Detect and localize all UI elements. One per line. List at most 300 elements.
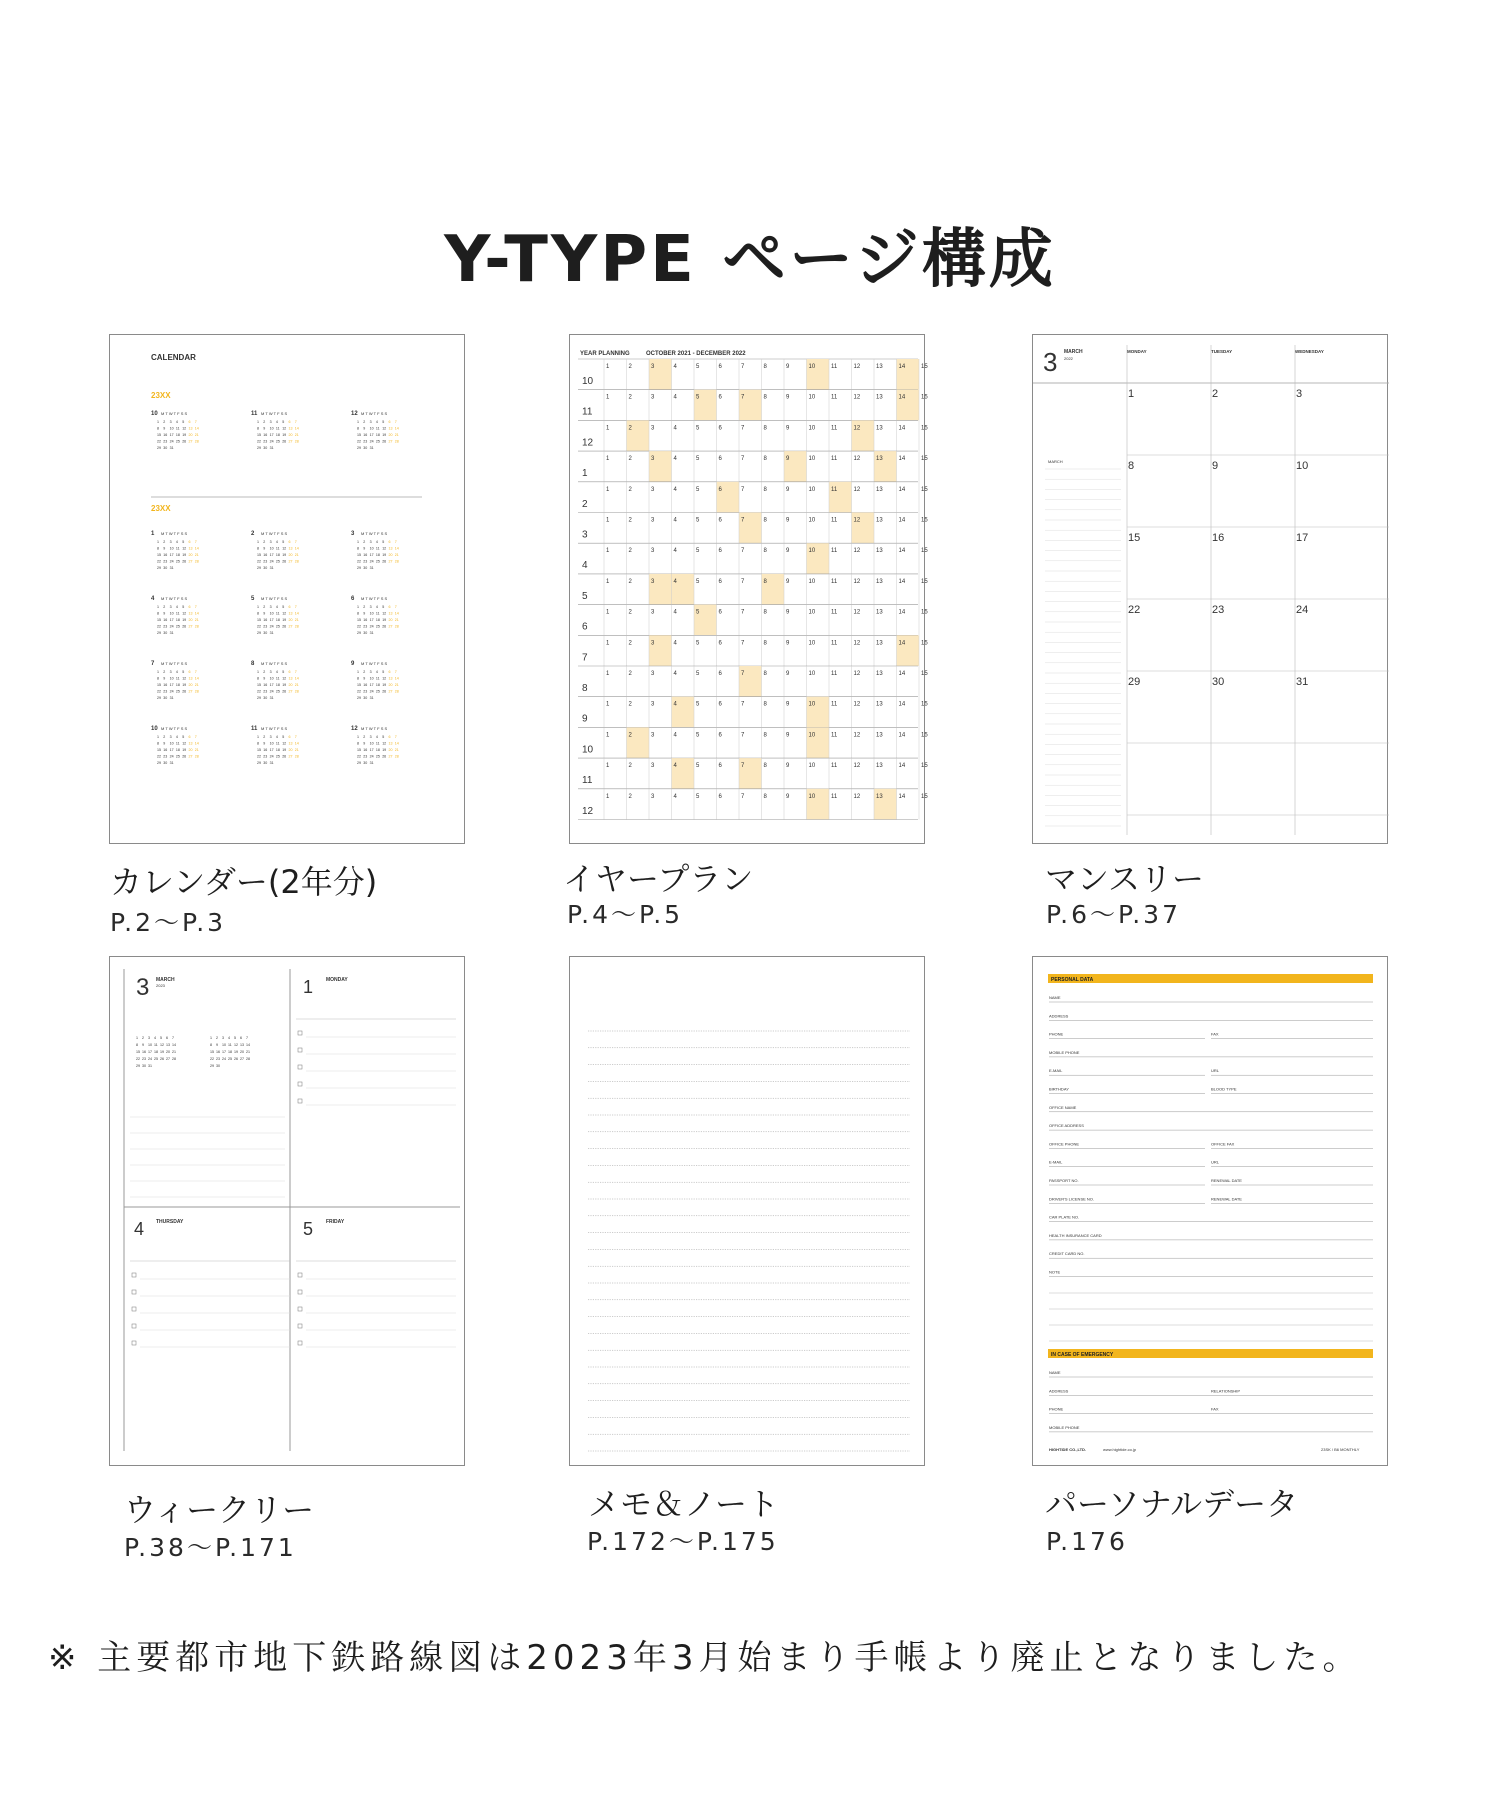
svg-text:25: 25 (375, 624, 380, 629)
svg-text:10: 10 (369, 426, 374, 431)
svg-text:8: 8 (257, 611, 259, 616)
svg-text:3: 3 (651, 763, 655, 770)
svg-text:11: 11 (275, 741, 280, 746)
svg-text:12: 12 (853, 609, 861, 616)
svg-text:30: 30 (216, 1064, 220, 1068)
year-plan-month: 10 (582, 376, 594, 387)
svg-text:22: 22 (157, 689, 161, 694)
svg-text:20: 20 (288, 433, 293, 437)
personal-field-label: E-MAIL (1049, 1159, 1063, 1165)
svg-text:7: 7 (294, 670, 297, 674)
mini-month (351, 531, 399, 570)
svg-text:15: 15 (257, 433, 261, 437)
svg-text:5: 5 (282, 540, 285, 544)
svg-text:8: 8 (357, 676, 359, 681)
svg-text:14: 14 (172, 1043, 176, 1047)
svg-text:15: 15 (257, 683, 261, 687)
svg-text:8: 8 (763, 609, 767, 616)
personal-field-label: MOBILE PHONE (1049, 1049, 1080, 1055)
svg-text:28: 28 (294, 439, 299, 444)
svg-text:27: 27 (240, 1057, 244, 1061)
svg-text:14: 14 (394, 611, 399, 616)
emergency-field-label: PHONE (1049, 1406, 1064, 1412)
svg-text:23: 23 (163, 439, 168, 444)
svg-text:31: 31 (369, 761, 374, 765)
svg-text:12: 12 (160, 1043, 164, 1047)
svg-text:5: 5 (182, 420, 185, 424)
svg-text:10: 10 (808, 609, 816, 616)
svg-text:4: 4 (673, 486, 677, 493)
monthly-month-number: 3 (1043, 347, 1058, 377)
year-plan-month: 12 (582, 437, 594, 449)
svg-text:6: 6 (388, 605, 391, 609)
svg-text:3: 3 (169, 540, 172, 544)
svg-text:11: 11 (251, 726, 258, 732)
svg-text:7: 7 (394, 605, 397, 609)
year-plan-month: 12 (582, 805, 594, 817)
monthly-date: 10 (1296, 460, 1309, 472)
svg-text:4: 4 (375, 540, 378, 544)
svg-text:4: 4 (175, 420, 178, 424)
svg-text:M T W T F S S: M T W T F S S (361, 411, 388, 416)
svg-text:14: 14 (246, 1043, 250, 1047)
svg-text:5: 5 (382, 605, 385, 609)
svg-text:1: 1 (606, 671, 610, 677)
svg-text:24: 24 (269, 689, 274, 694)
svg-text:12: 12 (382, 741, 387, 746)
svg-text:5: 5 (696, 394, 700, 401)
svg-text:20: 20 (388, 683, 393, 687)
svg-text:17: 17 (169, 748, 174, 752)
svg-text:5: 5 (696, 793, 700, 800)
svg-text:23: 23 (363, 439, 368, 444)
svg-text:15: 15 (921, 701, 928, 708)
svg-text:8: 8 (157, 611, 159, 616)
svg-text:7: 7 (246, 1036, 248, 1040)
personal-footer-company: HIGHTIDE CO.,LTD. (1049, 1447, 1087, 1452)
svg-text:6: 6 (718, 394, 722, 401)
svg-text:12: 12 (282, 611, 287, 616)
svg-text:26: 26 (382, 439, 387, 444)
svg-text:29: 29 (357, 761, 361, 765)
mini-month (251, 726, 299, 765)
svg-text:13: 13 (388, 611, 393, 616)
svg-text:3: 3 (651, 548, 655, 555)
calendar-page-preview (109, 334, 465, 844)
svg-text:14: 14 (898, 425, 906, 432)
svg-text:9: 9 (786, 793, 790, 800)
svg-text:30: 30 (163, 446, 168, 450)
svg-text:11: 11 (831, 609, 838, 616)
svg-text:9: 9 (263, 676, 266, 681)
svg-text:10: 10 (808, 364, 816, 370)
svg-text:9: 9 (786, 578, 790, 585)
svg-text:12: 12 (182, 426, 187, 431)
svg-text:13: 13 (288, 611, 293, 616)
svg-text:12: 12 (853, 425, 861, 432)
svg-text:10: 10 (808, 394, 816, 401)
svg-text:12: 12 (853, 548, 861, 555)
svg-text:20: 20 (388, 748, 393, 752)
svg-text:21: 21 (394, 553, 399, 557)
svg-text:8: 8 (157, 426, 159, 431)
svg-text:14: 14 (898, 701, 906, 708)
svg-text:3: 3 (651, 640, 655, 647)
svg-text:23: 23 (363, 559, 368, 564)
svg-text:3: 3 (651, 732, 655, 739)
svg-text:1: 1 (257, 735, 259, 739)
svg-text:11: 11 (831, 517, 838, 524)
svg-text:9: 9 (363, 426, 366, 431)
weekly-year: 2023 (156, 983, 165, 988)
svg-text:10: 10 (808, 701, 816, 708)
svg-text:28: 28 (294, 754, 299, 759)
svg-text:25: 25 (175, 754, 180, 759)
svg-text:15: 15 (921, 732, 928, 739)
svg-text:10: 10 (269, 611, 274, 616)
svg-text:27: 27 (288, 439, 293, 444)
emergency-field-label-right: RELATIONSHIP (1211, 1388, 1241, 1394)
svg-text:6: 6 (718, 609, 722, 616)
svg-text:4: 4 (175, 540, 178, 544)
year-plan-month: 6 (582, 621, 588, 633)
svg-text:9: 9 (786, 456, 790, 463)
emergency-field-label: NAME (1049, 1370, 1061, 1375)
svg-text:19: 19 (282, 553, 287, 557)
svg-text:M T W T F S S: M T W T F S S (161, 661, 188, 666)
svg-text:27: 27 (188, 624, 193, 629)
svg-text:5: 5 (696, 640, 700, 647)
svg-text:10: 10 (808, 578, 816, 585)
svg-text:31: 31 (269, 696, 274, 700)
svg-text:20: 20 (188, 618, 193, 622)
svg-text:13: 13 (876, 671, 883, 677)
svg-text:22: 22 (257, 439, 261, 444)
svg-text:29: 29 (357, 446, 361, 450)
svg-text:23: 23 (163, 689, 168, 694)
calendar-heading: CALENDAR (151, 353, 196, 362)
svg-text:14: 14 (898, 578, 906, 585)
svg-text:28: 28 (294, 559, 299, 564)
svg-text:25: 25 (375, 754, 380, 759)
svg-text:26: 26 (234, 1057, 238, 1061)
svg-text:9: 9 (786, 486, 790, 493)
svg-text:26: 26 (382, 754, 387, 759)
svg-text:M T W T F S S: M T W T F S S (361, 726, 388, 731)
svg-text:28: 28 (194, 754, 199, 759)
svg-text:7: 7 (741, 486, 745, 493)
svg-text:27: 27 (288, 624, 293, 629)
svg-text:18: 18 (228, 1050, 232, 1054)
svg-text:2: 2 (251, 531, 255, 537)
svg-text:2: 2 (628, 548, 632, 555)
monthly-date: 16 (1212, 532, 1225, 544)
svg-text:5: 5 (234, 1036, 236, 1040)
svg-text:7: 7 (194, 420, 197, 424)
svg-text:14: 14 (898, 793, 906, 800)
svg-text:24: 24 (169, 689, 174, 694)
svg-text:11: 11 (154, 1043, 158, 1047)
svg-text:15: 15 (921, 394, 928, 401)
svg-text:21: 21 (294, 433, 299, 437)
svg-text:20: 20 (288, 618, 293, 622)
svg-text:24: 24 (169, 754, 174, 759)
svg-text:5: 5 (696, 364, 700, 370)
svg-text:3: 3 (651, 394, 655, 401)
svg-text:5: 5 (382, 670, 385, 674)
svg-text:29: 29 (157, 761, 161, 765)
svg-text:4: 4 (673, 763, 677, 770)
svg-text:11: 11 (831, 486, 838, 493)
svg-text:31: 31 (148, 1064, 152, 1068)
svg-text:29: 29 (257, 696, 261, 700)
svg-text:6: 6 (288, 735, 291, 739)
svg-text:21: 21 (194, 683, 199, 687)
svg-text:8: 8 (357, 611, 359, 616)
svg-text:11: 11 (275, 546, 280, 551)
svg-text:6: 6 (188, 605, 191, 609)
svg-text:19: 19 (382, 748, 387, 752)
section-label-year-plan: イヤープラン (563, 860, 754, 898)
section-pages-memo: P.172～P.175 (587, 1527, 779, 1556)
svg-text:13: 13 (388, 426, 393, 431)
svg-text:8: 8 (257, 426, 259, 431)
svg-text:21: 21 (172, 1050, 176, 1054)
svg-text:8: 8 (763, 701, 767, 708)
svg-text:14: 14 (294, 741, 299, 746)
svg-text:3: 3 (369, 670, 372, 674)
year-plan-month: 11 (582, 775, 593, 787)
svg-text:19: 19 (182, 433, 187, 437)
svg-text:19: 19 (234, 1050, 238, 1054)
svg-text:30: 30 (263, 631, 268, 635)
svg-text:28: 28 (194, 559, 199, 564)
monthly-date: 30 (1212, 676, 1225, 688)
year-plan-month: 4 (582, 560, 588, 572)
svg-text:9: 9 (363, 611, 366, 616)
svg-text:10: 10 (148, 1043, 152, 1047)
svg-text:13: 13 (876, 640, 883, 647)
mini-month (251, 661, 299, 700)
svg-text:13: 13 (876, 578, 883, 585)
weekly-day-1-name: MONDAY (326, 977, 348, 983)
svg-text:7: 7 (394, 420, 397, 424)
svg-text:15: 15 (357, 433, 361, 437)
year-plan-month: 8 (582, 683, 588, 694)
svg-text:9: 9 (142, 1043, 144, 1047)
svg-text:25: 25 (375, 559, 380, 564)
monthly-day-header: WEDNESDAY (1295, 349, 1324, 354)
svg-text:4: 4 (673, 394, 677, 401)
svg-text:9: 9 (786, 609, 790, 616)
section-pages-personal: P.176 (1046, 1527, 1128, 1556)
svg-text:29: 29 (357, 631, 361, 635)
svg-text:25: 25 (275, 439, 280, 444)
svg-text:15: 15 (257, 553, 261, 557)
svg-text:28: 28 (194, 624, 199, 629)
svg-text:13: 13 (876, 548, 883, 555)
emergency-field-label: MOBILE PHONE (1049, 1424, 1080, 1430)
svg-text:12: 12 (182, 546, 187, 551)
mini-month (151, 411, 199, 450)
svg-text:11: 11 (175, 741, 180, 746)
svg-text:23: 23 (363, 689, 368, 694)
svg-text:17: 17 (369, 618, 374, 622)
svg-text:2: 2 (628, 578, 632, 585)
monthly-date: 15 (1128, 532, 1141, 544)
svg-text:31: 31 (269, 566, 274, 570)
svg-text:13: 13 (876, 394, 883, 401)
svg-text:3: 3 (169, 735, 172, 739)
svg-text:6: 6 (388, 735, 391, 739)
svg-text:14: 14 (194, 676, 199, 681)
svg-text:4: 4 (673, 548, 677, 555)
svg-text:10: 10 (808, 640, 816, 647)
svg-text:4: 4 (154, 1036, 156, 1040)
svg-text:14: 14 (898, 732, 906, 739)
svg-text:12: 12 (853, 456, 861, 463)
svg-text:16: 16 (216, 1050, 220, 1054)
svg-text:1: 1 (606, 763, 610, 770)
monthly-date: 24 (1296, 604, 1309, 616)
svg-text:4: 4 (673, 364, 677, 370)
svg-text:3: 3 (651, 517, 655, 524)
svg-text:4: 4 (275, 605, 278, 609)
svg-text:7: 7 (394, 670, 397, 674)
personal-field-label: OFFICE ADDRESS (1049, 1123, 1084, 1129)
svg-text:16: 16 (263, 748, 268, 752)
svg-text:7: 7 (194, 670, 197, 674)
weekly-day-4-num: 4 (134, 1219, 145, 1239)
svg-text:24: 24 (169, 624, 174, 629)
svg-text:14: 14 (294, 676, 299, 681)
svg-text:29: 29 (357, 566, 361, 570)
svg-text:2: 2 (628, 701, 632, 708)
svg-text:4: 4 (673, 701, 677, 708)
svg-text:14: 14 (898, 671, 906, 677)
svg-text:26: 26 (382, 559, 387, 564)
svg-text:5: 5 (282, 670, 285, 674)
svg-text:M T W T F S S: M T W T F S S (161, 596, 188, 601)
svg-text:30: 30 (263, 696, 268, 700)
svg-text:11: 11 (831, 394, 838, 401)
svg-text:29: 29 (157, 696, 161, 700)
svg-text:12: 12 (382, 546, 387, 551)
svg-text:1: 1 (157, 605, 159, 609)
svg-text:23: 23 (163, 754, 168, 759)
svg-text:27: 27 (288, 754, 293, 759)
year-plan-month: 2 (582, 498, 588, 510)
svg-text:13: 13 (288, 426, 293, 431)
svg-text:20: 20 (288, 553, 293, 557)
svg-text:10: 10 (369, 741, 374, 746)
monthly-day-header: MONDAY (1127, 349, 1147, 354)
svg-text:13: 13 (288, 676, 293, 681)
section-label-weekly: ウィークリー (124, 1491, 315, 1529)
svg-text:6: 6 (718, 517, 722, 524)
svg-text:14: 14 (394, 741, 399, 746)
svg-text:21: 21 (194, 553, 199, 557)
svg-text:6: 6 (240, 1036, 242, 1040)
svg-text:22: 22 (257, 624, 261, 629)
svg-text:2: 2 (363, 670, 366, 674)
svg-text:19: 19 (182, 748, 187, 752)
svg-text:6: 6 (718, 793, 722, 800)
svg-text:15: 15 (257, 618, 261, 622)
svg-text:8: 8 (763, 793, 767, 800)
svg-text:2: 2 (163, 670, 166, 674)
svg-text:6: 6 (718, 732, 722, 739)
svg-text:2: 2 (628, 364, 632, 370)
mini-month (251, 411, 299, 450)
svg-text:1: 1 (606, 548, 610, 555)
mini-month (351, 726, 399, 765)
personal-field-label-right: FAX (1211, 1031, 1219, 1037)
mini-month (351, 411, 399, 450)
svg-text:16: 16 (363, 748, 368, 752)
svg-text:7: 7 (394, 540, 397, 544)
svg-text:6: 6 (288, 670, 291, 674)
svg-text:2: 2 (628, 456, 632, 463)
svg-text:29: 29 (157, 566, 161, 570)
svg-text:12: 12 (853, 640, 861, 647)
svg-text:15: 15 (357, 618, 361, 622)
personal-header: PERSONAL DATA (1051, 977, 1094, 983)
svg-text:15: 15 (921, 517, 928, 524)
svg-text:3: 3 (269, 540, 272, 544)
svg-text:19: 19 (382, 683, 387, 687)
svg-text:22: 22 (357, 624, 361, 629)
svg-text:16: 16 (263, 683, 268, 687)
year-plan-month: 7 (582, 652, 588, 664)
svg-text:15: 15 (921, 609, 928, 616)
svg-text:4: 4 (175, 735, 178, 739)
svg-text:22: 22 (357, 439, 361, 444)
svg-text:21: 21 (294, 748, 299, 752)
svg-text:25: 25 (375, 439, 380, 444)
svg-text:24: 24 (269, 439, 274, 444)
svg-text:25: 25 (375, 689, 380, 694)
personal-field-label: NOTE (1049, 1269, 1061, 1275)
svg-text:10: 10 (808, 517, 816, 524)
svg-text:1: 1 (606, 640, 610, 647)
svg-text:14: 14 (898, 486, 906, 493)
svg-text:9: 9 (163, 676, 166, 681)
svg-text:15: 15 (921, 671, 928, 677)
svg-text:7: 7 (741, 548, 745, 555)
svg-text:10: 10 (169, 611, 174, 616)
svg-text:4: 4 (175, 670, 178, 674)
svg-text:17: 17 (269, 748, 274, 752)
svg-text:5: 5 (696, 548, 700, 555)
svg-text:21: 21 (294, 618, 299, 622)
svg-text:9: 9 (786, 732, 790, 739)
monthly-date: 17 (1296, 532, 1309, 544)
svg-text:25: 25 (228, 1057, 232, 1061)
svg-text:16: 16 (142, 1050, 146, 1054)
svg-text:15: 15 (921, 548, 928, 555)
svg-text:5: 5 (382, 735, 385, 739)
svg-text:6: 6 (718, 425, 722, 432)
svg-text:26: 26 (282, 559, 287, 564)
svg-text:17: 17 (369, 748, 374, 752)
svg-text:9: 9 (786, 671, 790, 677)
svg-text:10: 10 (269, 426, 274, 431)
svg-text:15: 15 (357, 748, 361, 752)
svg-text:1: 1 (257, 605, 259, 609)
svg-text:21: 21 (194, 618, 199, 622)
svg-text:22: 22 (357, 689, 361, 694)
